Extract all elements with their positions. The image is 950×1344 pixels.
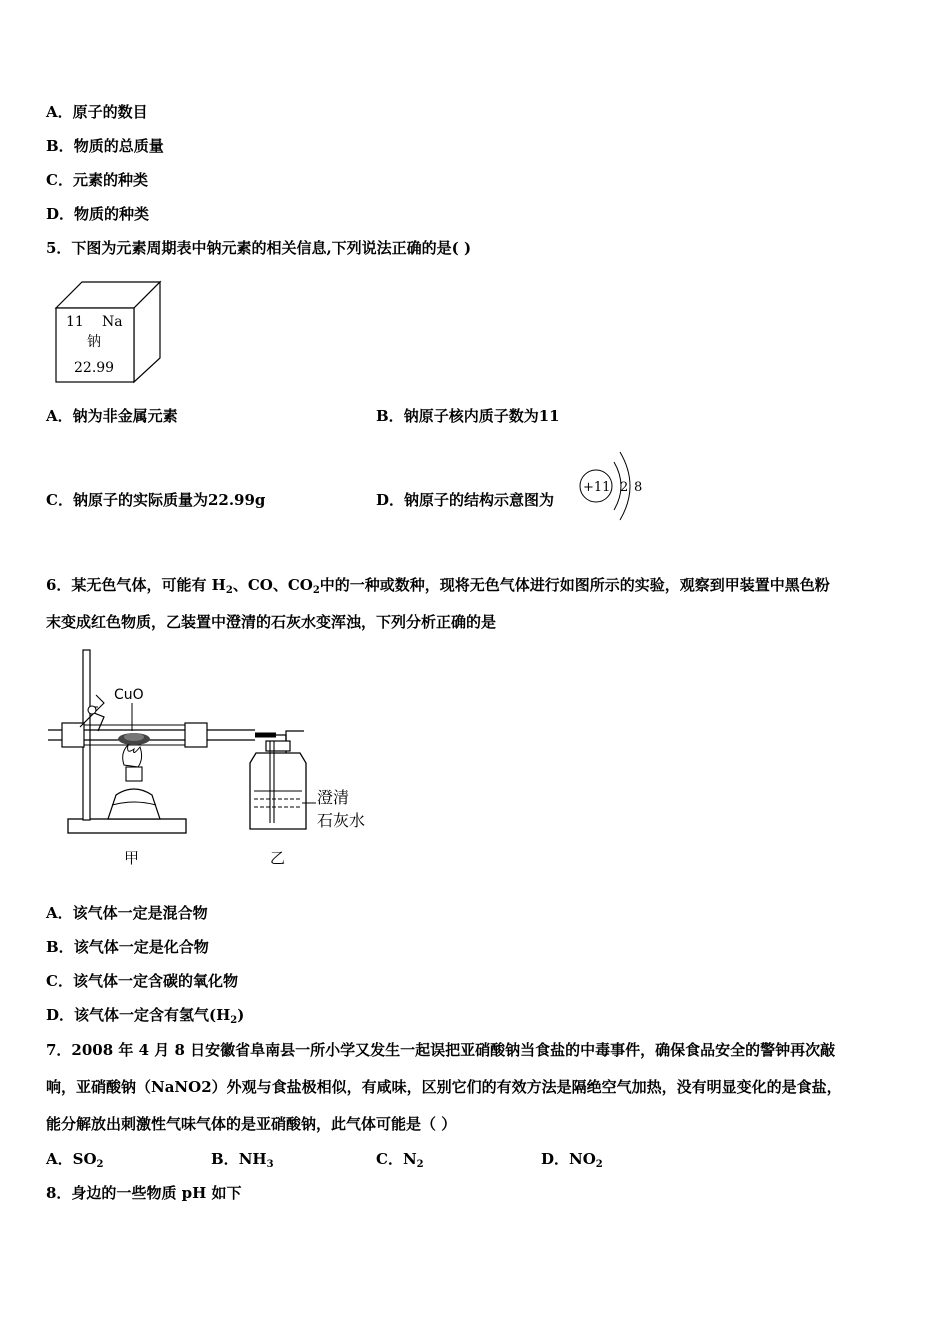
option-a: A．原子的数目 (46, 103, 148, 121)
element-mass: 22.99 (74, 360, 115, 376)
q5-option-a: A．钠为非金属元素 (46, 407, 178, 425)
experiment-apparatus (40, 645, 380, 870)
q7-option-d: D．$NO_2$ (541, 1150, 603, 1170)
option-b: B．物质的总质量 (46, 137, 164, 155)
q5-option-d: D．钠原子的结构示意图为 (376, 491, 555, 509)
q5-option-b: B．钠原子核内质子数为11 (376, 407, 560, 425)
atom-structure-diagram (576, 444, 648, 530)
nucleus-charge: +11 (583, 480, 611, 495)
question-6-stem-line1: 6．某无色气体，可能有 $H_2$、CO、$CO_2$中的一种或数种，现将无色气体进行如图所示的实验，观察到甲装置中黑色粉 (46, 576, 830, 596)
q6-option-c: C．该气体一定含碳的氧化物 (46, 972, 238, 990)
q6-option-b: B．该气体一定是化合物 (46, 938, 209, 956)
question-7-line2: 响，亚硝酸钠（NaNO2）外观与食盐极相似，有咸味，区别它们的有效方法是隔绝空气加热，没有明显变化的是食盐， (46, 1078, 842, 1096)
limewater-label-2: 石灰水 (317, 811, 366, 830)
element-symbol: Na (102, 314, 123, 330)
q6-option-a: A．该气体一定是混合物 (46, 904, 208, 922)
device-a-label: 甲 (124, 849, 140, 867)
q7-option-c: C．$N_2$ (376, 1150, 424, 1170)
shell-2-count: 8 (634, 480, 643, 495)
q7-option-b: B．$NH_3$ (211, 1150, 274, 1170)
question-8-stem: 8．身边的一些物质 pH 如下 (46, 1184, 242, 1202)
question-6-stem-line2: 末变成红色物质，乙装置中澄清的石灰水变浑浊，下列分析正确的是 (46, 613, 497, 631)
element-number: 11 (66, 314, 84, 330)
device-b-label: 乙 (270, 849, 286, 867)
question-7-line1: 7．2008 年 4 月 8 日安徽省阜南县一所小学又发生一起误把亚硝酸钠当食盐的中毒事件，确保食品安全的警钟再次敲 (46, 1041, 836, 1059)
limewater-label-1: 澄清 (317, 788, 350, 807)
cuo-label: CuO (114, 687, 144, 703)
sodium-element-box (50, 278, 165, 388)
question-5-stem: 5．下图为元素周期表中钠元素的相关信息,下列说法正确的是( ) (46, 239, 472, 257)
option-d: D．物质的种类 (46, 205, 150, 223)
option-c: C．元素的种类 (46, 171, 148, 189)
q6-option-d: D．该气体一定含有氢气$(H_2)$ (46, 1006, 245, 1026)
element-name: 钠 (87, 334, 101, 350)
question-7-line3: 能分解放出刺激性气味气体的是亚硝酸钠，此气体可能是（ ） (46, 1115, 457, 1133)
q7-option-a: A．$SO_2$ (46, 1150, 104, 1170)
shell-1-count: 2 (620, 480, 629, 495)
q5-option-c: C．钠原子的实际质量为22.99g (46, 491, 266, 509)
